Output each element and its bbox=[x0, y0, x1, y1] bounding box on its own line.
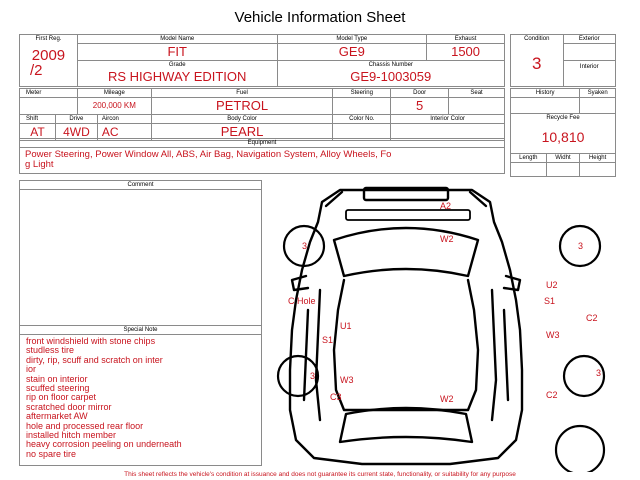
mark-w2-bottom: W2 bbox=[440, 394, 454, 404]
special-note-item: dirty, rip, scuff and scratch on inter bbox=[26, 354, 163, 365]
first-reg-year: 2009 bbox=[31, 47, 66, 64]
first-reg-cell: First Reg. 2009 /2 bbox=[20, 35, 78, 87]
special-note-item: scratched door mirror bbox=[26, 401, 112, 412]
history-label: History bbox=[535, 90, 555, 96]
body-color-value: PEARL bbox=[220, 124, 264, 139]
model-name-label: Model Name bbox=[160, 36, 195, 42]
mark-tire-rr: 3 bbox=[596, 368, 602, 378]
equipment-value: Power Steering, Power Window All, ABS, Air Bag, Navigation System, Alloy Wheels, Fo g Light bbox=[25, 149, 392, 170]
shift-value: AT bbox=[30, 125, 45, 139]
mark-w3-right: W3 bbox=[546, 330, 560, 340]
special-note-item: ior bbox=[26, 364, 37, 375]
length-label: Length bbox=[519, 155, 538, 161]
comment-label: Comment bbox=[20, 181, 261, 190]
drive-value: 4WD bbox=[63, 125, 90, 139]
sheet-title: Vehicle Information Sheet bbox=[234, 9, 406, 26]
spare-tire bbox=[556, 426, 604, 472]
disclaimer-footer: This sheet reflects the vehicle's condition at issuance and does not guarantee its current state, functionality, or suitability for any purpose bbox=[124, 471, 516, 478]
mark-w3-left: W3 bbox=[340, 375, 354, 385]
width-label: Widht bbox=[555, 155, 571, 161]
special-note-item: no spare tire bbox=[26, 448, 77, 459]
first-reg-month: /2 bbox=[30, 62, 43, 79]
interior-label: Interior bbox=[579, 64, 599, 70]
mark-u1: U1 bbox=[340, 321, 352, 331]
interior-color-label: Interior Color bbox=[430, 116, 465, 122]
mark-u2: U2 bbox=[546, 280, 558, 290]
drive-label: Drive bbox=[69, 116, 84, 122]
aircon-value: AC bbox=[101, 125, 119, 139]
special-note-item: aftermarket AW bbox=[26, 411, 88, 422]
special-note-item: rip on floor carpet bbox=[26, 392, 97, 403]
special-note-item: scuffed steering bbox=[26, 383, 90, 394]
right-side-line bbox=[492, 290, 496, 420]
condition-value: 3 bbox=[532, 54, 542, 73]
body-color-label: Body Color bbox=[227, 116, 257, 122]
condition-label: Condition bbox=[524, 36, 550, 42]
chassis-label: Chassis Number bbox=[368, 62, 413, 68]
special-note-item: hole and processed rear floor bbox=[26, 420, 144, 431]
special-note-item: front windshield with stone chips bbox=[26, 336, 156, 346]
meter-label: Meter bbox=[26, 90, 42, 96]
mark-s1-right: S1 bbox=[544, 296, 556, 306]
model-type-label: Model Type bbox=[336, 36, 368, 42]
condition-table bbox=[510, 34, 616, 87]
header-table bbox=[19, 34, 505, 87]
grade-label: Grade bbox=[168, 62, 186, 68]
syaken-label: Syaken bbox=[587, 90, 608, 96]
model-name-value: FIT bbox=[167, 44, 187, 59]
special-note-item: studless tire bbox=[26, 345, 75, 356]
special-note-item: stain on interior bbox=[26, 373, 88, 384]
equipment-label: Equipment bbox=[20, 139, 504, 148]
recycle-fee-value: 10,810 bbox=[541, 129, 585, 145]
exterior-label: Exterior bbox=[578, 36, 600, 42]
specs-table bbox=[19, 88, 505, 141]
chassis-value: GE9-1003059 bbox=[350, 69, 432, 84]
door-label: Door bbox=[413, 90, 427, 96]
mileage-value: 200,000 KM bbox=[92, 101, 136, 110]
recycle-fee-label: Recycle Fee bbox=[546, 115, 580, 121]
left-side-line-2 bbox=[304, 310, 308, 400]
special-note-box bbox=[19, 325, 262, 466]
mark-c2-bottom: C2 bbox=[546, 390, 558, 400]
body-outline bbox=[290, 190, 522, 464]
front-grille-outline bbox=[346, 210, 470, 220]
car-damage-diagram bbox=[262, 180, 640, 472]
mark-c2-right: C2 bbox=[586, 313, 598, 323]
mark-c3: C3 bbox=[330, 392, 342, 402]
mark-w2-top: W2 bbox=[440, 234, 454, 244]
special-note-item: installed hitch member bbox=[26, 430, 117, 441]
rear-window-outline bbox=[340, 408, 472, 442]
model-type-value: GE9 bbox=[338, 44, 365, 59]
right-side-line-2 bbox=[504, 310, 508, 400]
fuel-label: Fuel bbox=[236, 90, 248, 96]
mark-a2: A2 bbox=[440, 201, 452, 211]
door-value: 5 bbox=[416, 98, 424, 113]
fuel-value: PETROL bbox=[216, 98, 269, 113]
mark-c-hole: C Hole bbox=[288, 296, 316, 306]
left-side-line bbox=[316, 290, 320, 420]
steering-label: Steering bbox=[350, 90, 373, 96]
mileage-label: Mileage bbox=[103, 90, 125, 96]
seat-label: Seat bbox=[470, 90, 483, 96]
special-note-label: Special Note bbox=[20, 326, 261, 335]
exhaust-label: Exhaust bbox=[454, 36, 477, 42]
special-note-item: heavy corrosion peeling on underneath bbox=[26, 439, 182, 450]
grade-value: RS HIGHWAY EDITION bbox=[107, 69, 247, 84]
equipment-box bbox=[19, 138, 505, 174]
mark-tire-rl: 3 bbox=[310, 371, 316, 381]
aircon-label: Aircon bbox=[101, 116, 119, 122]
mark-tire-fl: 3 bbox=[302, 241, 308, 251]
cabin-outline bbox=[334, 280, 478, 410]
exhaust-value: 1500 bbox=[451, 44, 481, 59]
special-note-list bbox=[20, 335, 261, 459]
height-label: Height bbox=[588, 155, 607, 161]
history-table bbox=[510, 88, 616, 177]
mark-tire-fr: 3 bbox=[578, 241, 584, 251]
windshield-outline bbox=[334, 228, 478, 276]
shift-label: Shift bbox=[26, 116, 39, 122]
mark-s1-left: S1 bbox=[322, 335, 334, 345]
color-no-label: Color No. bbox=[349, 116, 375, 122]
comment-box bbox=[19, 180, 262, 326]
